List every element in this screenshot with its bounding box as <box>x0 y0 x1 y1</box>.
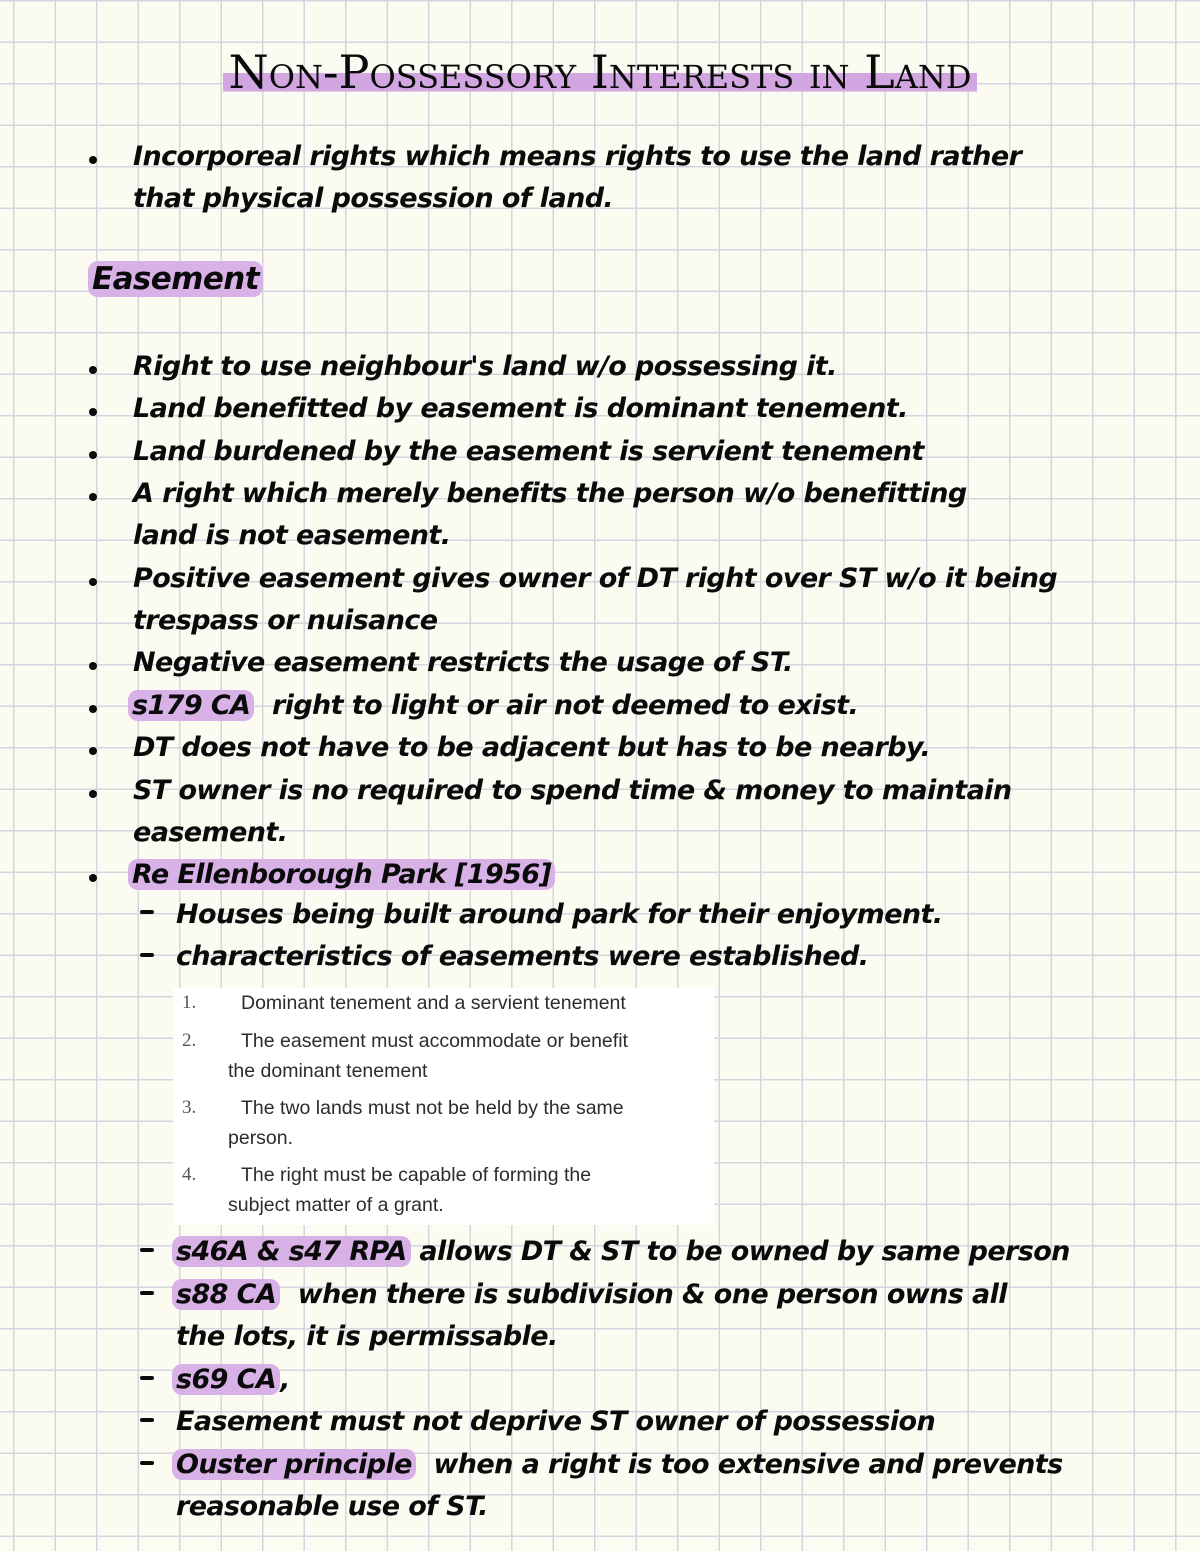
statute-highlight: s88 CA <box>172 1279 280 1310</box>
bullet-text: A right which merely benefits the person w/o benefitting <box>133 478 967 509</box>
list-item-text: The two lands must not be held by the same <box>241 1097 624 1119</box>
bullet-text-rest: right to light or air not deemed to exist. <box>271 690 859 721</box>
dash-marker <box>140 1418 154 1422</box>
principle-highlight: Ouster principle <box>172 1449 416 1480</box>
bullet-text: Right to use neighbour's land w/o possessing it. <box>133 351 837 382</box>
sub-bullet-text: Easement must not deprive ST owner of possession <box>176 1406 936 1437</box>
list-item <box>173 988 714 1022</box>
statute-highlight: s46A & s47 RPA <box>172 1236 411 1267</box>
list-number: 1. <box>182 992 197 1013</box>
bullet-dot <box>89 874 97 882</box>
bullet-text-cont: land is not easement. <box>133 520 451 551</box>
sub-bullet-text <box>172 1359 290 1401</box>
characteristics-list-card <box>173 988 714 1225</box>
page-title <box>0 42 1200 102</box>
intro-line-2: that physical possession of land. <box>133 183 614 214</box>
sub-bullet-text-cont: the lots, it is permissable. <box>176 1321 558 1352</box>
bullet-text-cont: easement. <box>133 817 288 848</box>
list-item <box>173 1160 714 1222</box>
bullet-dot <box>89 662 97 670</box>
bullet-dot <box>89 578 97 586</box>
sub-bullet-text-rest: when a right is too extensive and prevents <box>433 1449 1063 1480</box>
bullet-dot <box>89 747 97 755</box>
bullet-dot <box>89 366 97 374</box>
bullet-text: ST owner is no required to spend time & money to maintain <box>133 775 1012 806</box>
sub-bullet-text-rest: when there is subdivision & one person owns all <box>297 1279 1007 1310</box>
list-number: 2. <box>182 1030 197 1051</box>
sub-bullet-text <box>172 1444 1063 1486</box>
case-reference-highlight: s179 CA <box>128 690 254 721</box>
sub-bullet-text: characteristics of easements were established. <box>176 941 869 972</box>
page-title-text: Non-Possessory Interests in Land <box>223 45 978 99</box>
sub-bullet-text <box>172 1231 1070 1273</box>
list-item-text: Dominant tenement and a servient tenement <box>241 992 626 1014</box>
list-item <box>173 1093 714 1155</box>
list-item-text: The easement must accommodate or benefit <box>241 1030 628 1052</box>
intro-line-1: Incorporeal rights which means rights to use the land rather <box>133 141 1022 172</box>
bullet-text: Positive easement gives owner of DT right over ST w/o it being <box>133 563 1058 594</box>
sub-bullet-text-rest: , <box>280 1364 290 1395</box>
bullet-dot <box>89 790 97 798</box>
list-item-text: The right must be capable of forming the <box>241 1164 592 1186</box>
bullet-text <box>128 854 555 896</box>
section-heading <box>88 258 263 300</box>
sub-bullet-text <box>172 1274 1007 1316</box>
dash-marker <box>140 910 154 914</box>
bullet-text <box>128 685 858 727</box>
list-item-text-cont: subject matter of a grant. <box>228 1194 444 1216</box>
bullet-text: DT does not have to be adjacent but has to be nearby. <box>133 732 931 763</box>
dash-marker <box>140 953 154 957</box>
bullet-dot <box>89 705 97 713</box>
statute-highlight: s69 CA <box>172 1364 280 1395</box>
case-reference-highlight: Re Ellenborough Park [1956] <box>128 859 555 890</box>
dash-marker <box>140 1248 154 1252</box>
list-number: 3. <box>182 1097 197 1118</box>
sub-bullet-text-cont: reasonable use of ST. <box>176 1491 488 1522</box>
sub-bullet-text-rest: allows DT & ST to be owned by same person <box>419 1236 1070 1267</box>
dash-marker <box>140 1376 154 1380</box>
bullet-text: Land benefitted by easement is dominant tenement. <box>133 393 908 424</box>
list-item-text-cont: person. <box>228 1127 294 1149</box>
bullet-dot <box>89 493 97 501</box>
sub-bullet-text: Houses being built around park for their enjoyment. <box>176 899 943 930</box>
section-heading-text: Easement <box>88 261 263 297</box>
list-number: 4. <box>182 1164 197 1185</box>
bullet-dot <box>89 156 97 164</box>
bullet-text: Negative easement restricts the usage of ST. <box>133 647 793 678</box>
bullet-dot <box>89 451 97 459</box>
bullet-dot <box>89 408 97 416</box>
dash-marker <box>140 1461 154 1465</box>
bullet-text-cont: trespass or nuisance <box>133 605 438 636</box>
list-item-text-cont: the dominant tenement <box>228 1060 428 1082</box>
list-item <box>173 1026 714 1088</box>
dash-marker <box>140 1291 154 1295</box>
bullet-text: Land burdened by the easement is servient tenement <box>133 436 924 467</box>
